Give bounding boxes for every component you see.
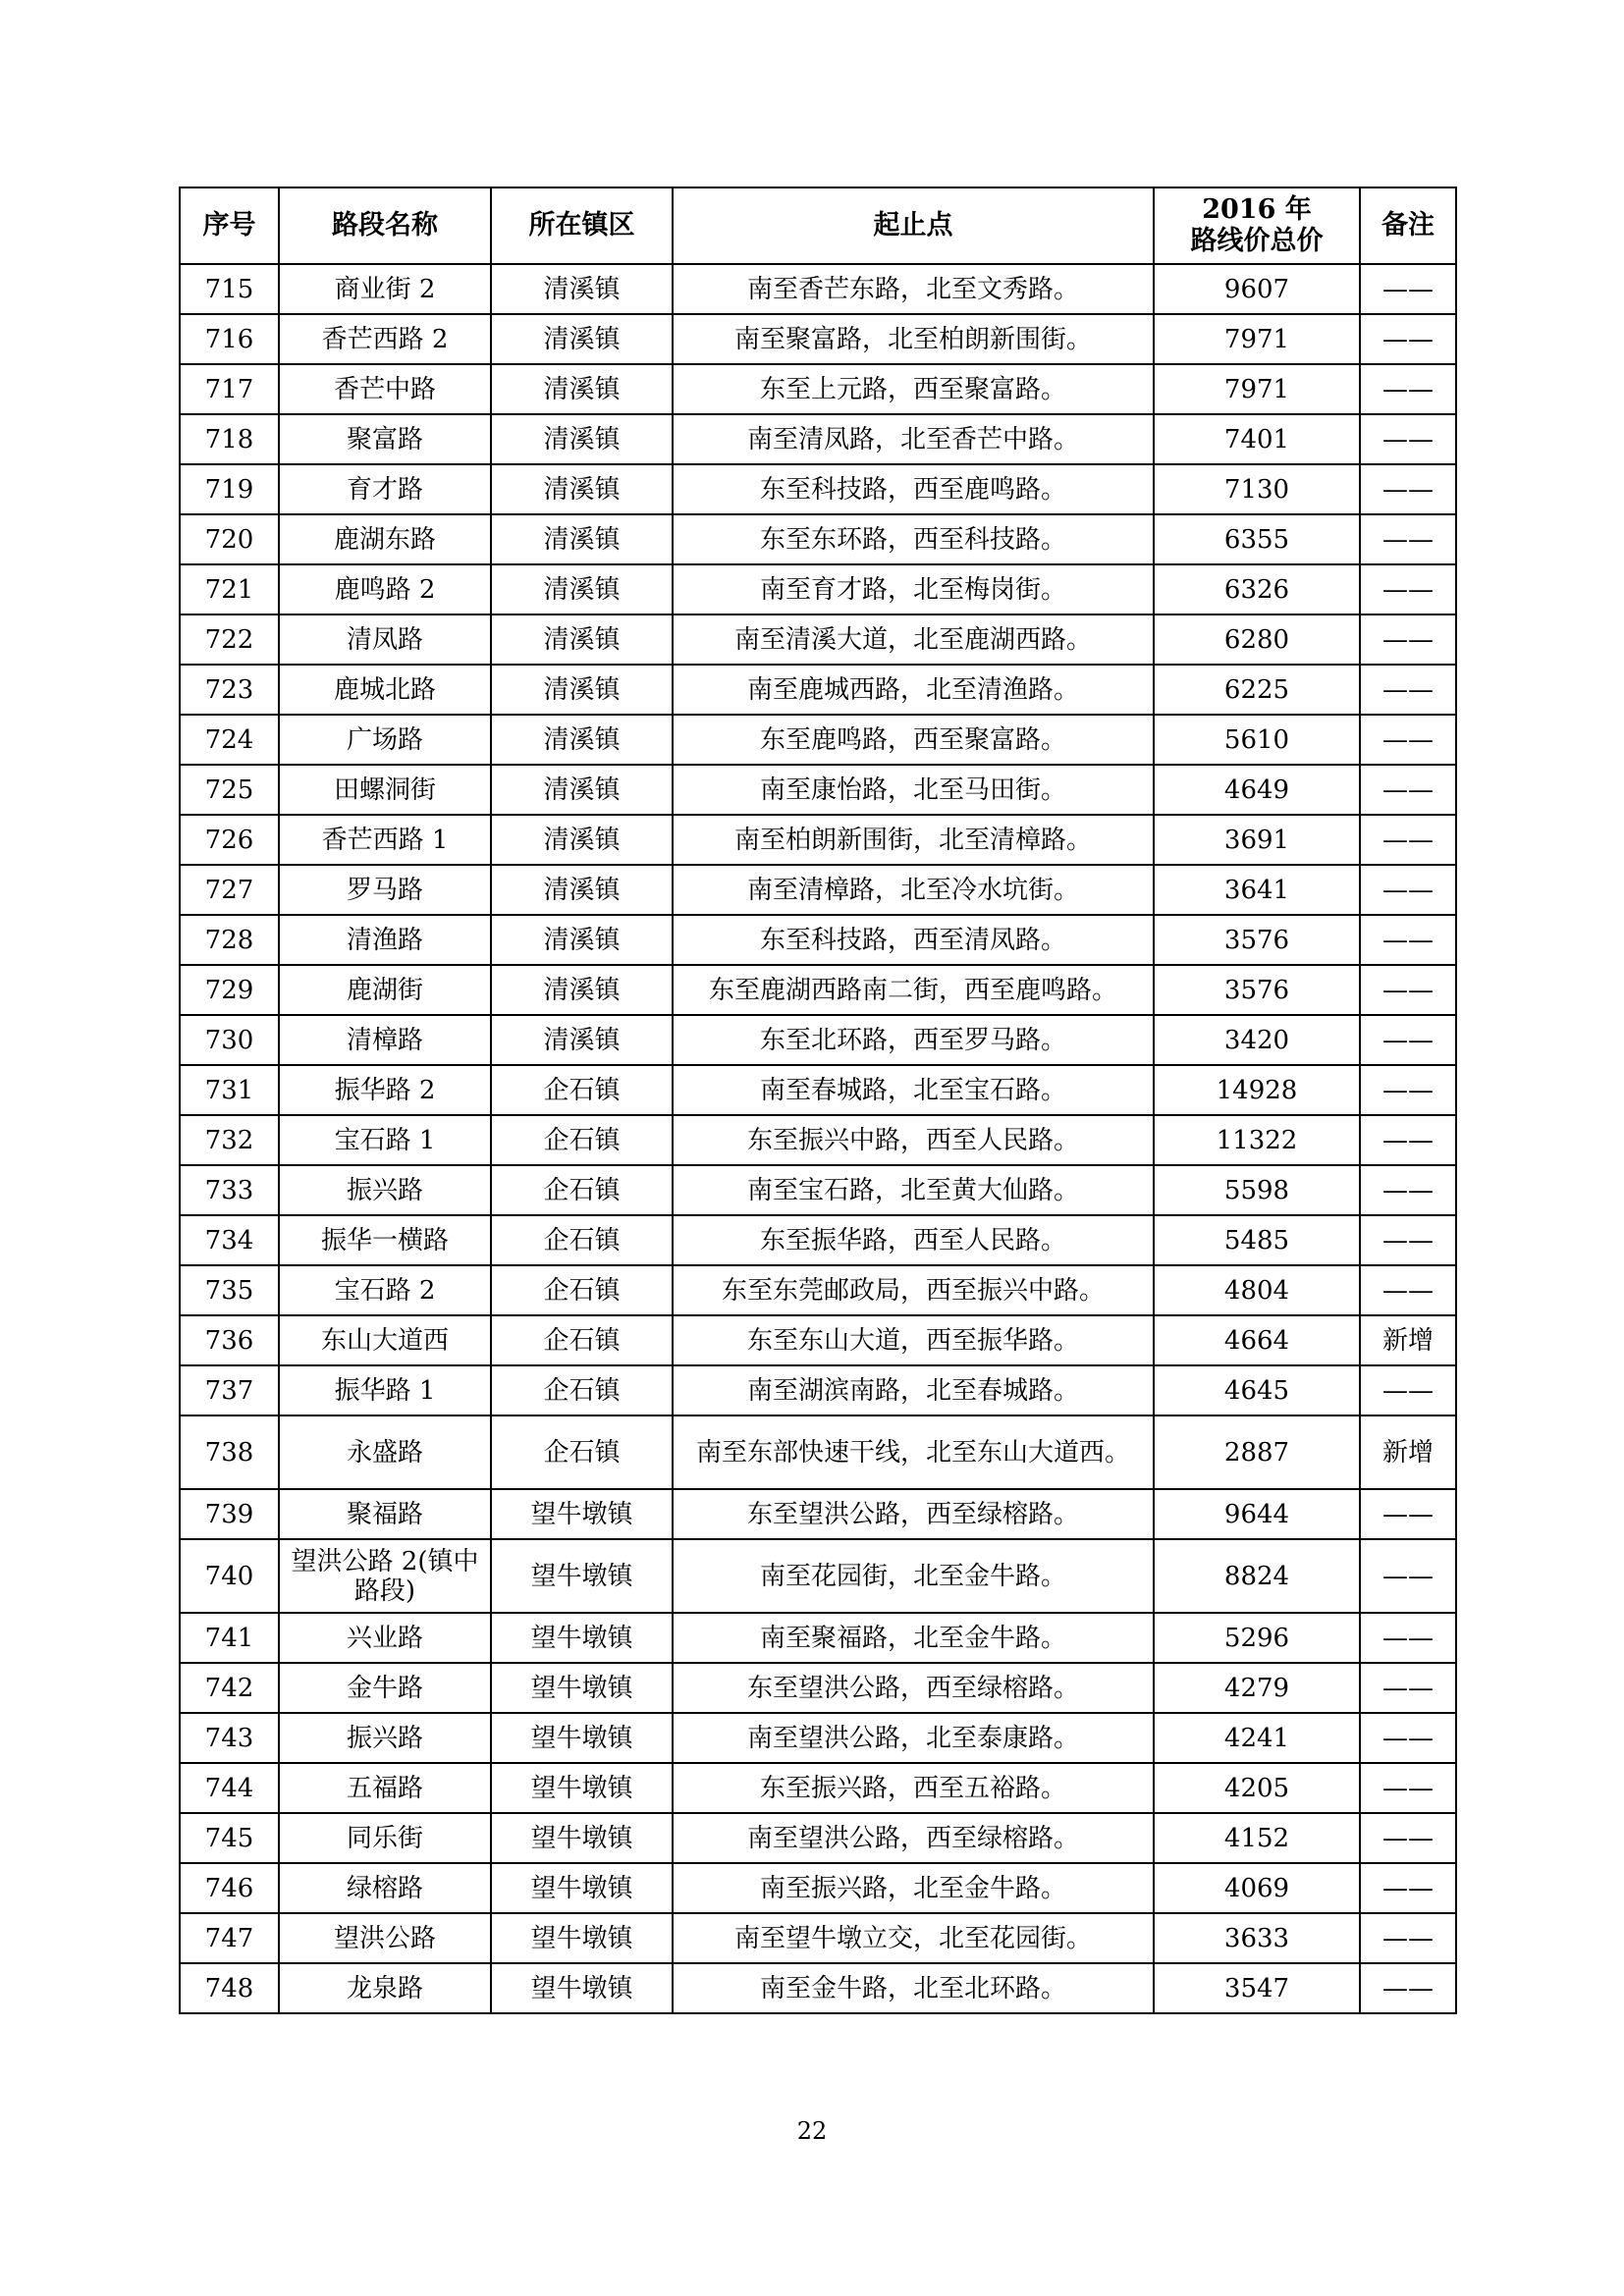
cell-start-end: 南至清溪大道，北至鹿湖西路。 <box>673 614 1154 665</box>
cell-note: —— <box>1360 1365 1456 1415</box>
cell-road-name: 香芒西路 1 <box>279 815 491 865</box>
page-number: 22 <box>796 2117 828 2145</box>
cell-price: 4664 <box>1154 1315 1360 1365</box>
cell-town: 企石镇 <box>491 1415 673 1489</box>
cell-start-end: 南至湖滨南路，北至春城路。 <box>673 1365 1154 1415</box>
cell-price: 2887 <box>1154 1415 1360 1489</box>
cell-town: 企石镇 <box>491 1115 673 1165</box>
table-row <box>180 1115 1456 1165</box>
cell-price: 4649 <box>1154 765 1360 815</box>
cell-town: 清溪镇 <box>491 614 673 665</box>
cell-road-name: 香芒西路 2 <box>279 314 491 364</box>
cell-road-name: 振华一横路 <box>279 1215 491 1265</box>
cell-price: 3691 <box>1154 815 1360 865</box>
cell-seq: 719 <box>180 464 279 514</box>
table-row <box>180 1065 1456 1115</box>
cell-road-name: 广场路 <box>279 715 491 765</box>
cell-start-end: 南至望洪公路，北至泰康路。 <box>673 1713 1154 1763</box>
cell-start-end: 南至振兴路，北至金牛路。 <box>673 1863 1154 1913</box>
cell-start-end: 东至望洪公路，西至绿榕路。 <box>673 1663 1154 1713</box>
cell-note: —— <box>1360 1065 1456 1115</box>
cell-start-end: 东至望洪公路，西至绿榕路。 <box>673 1489 1154 1539</box>
cell-town: 企石镇 <box>491 1265 673 1315</box>
cell-road-name: 鹿湖东路 <box>279 514 491 564</box>
cell-seq: 748 <box>180 1963 279 2013</box>
cell-seq: 742 <box>180 1663 279 1713</box>
cell-price: 7971 <box>1154 314 1360 364</box>
cell-note: —— <box>1360 815 1456 865</box>
cell-seq: 720 <box>180 514 279 564</box>
cell-town: 清溪镇 <box>491 414 673 464</box>
cell-price: 3633 <box>1154 1913 1360 1963</box>
cell-seq: 724 <box>180 715 279 765</box>
cell-seq: 737 <box>180 1365 279 1415</box>
cell-start-end: 东至北环路，西至罗马路。 <box>673 1015 1154 1065</box>
cell-note: —— <box>1360 1015 1456 1065</box>
cell-price: 3576 <box>1154 965 1360 1015</box>
table-row <box>180 765 1456 815</box>
cell-start-end: 东至上元路，西至聚富路。 <box>673 364 1154 414</box>
cell-start-end: 南至康怡路，北至马田街。 <box>673 765 1154 815</box>
cell-price: 7401 <box>1154 414 1360 464</box>
cell-note: —— <box>1360 264 1456 314</box>
cell-road-name: 振华路 2 <box>279 1065 491 1115</box>
cell-seq: 730 <box>180 1015 279 1065</box>
table-header-row <box>180 187 1456 264</box>
cell-town: 清溪镇 <box>491 1015 673 1065</box>
cell-seq: 731 <box>180 1065 279 1115</box>
cell-price: 4279 <box>1154 1663 1360 1713</box>
cell-price: 14928 <box>1154 1065 1360 1115</box>
cell-town: 清溪镇 <box>491 314 673 364</box>
table-row <box>180 1539 1456 1613</box>
cell-note: 新增 <box>1360 1315 1456 1365</box>
table-row <box>180 815 1456 865</box>
cell-start-end: 南至鹿城西路，北至清渔路。 <box>673 665 1154 715</box>
table-row <box>180 965 1456 1015</box>
header-road-name: 路段名称 <box>279 187 491 264</box>
cell-seq: 732 <box>180 1115 279 1165</box>
cell-note: —— <box>1360 1115 1456 1165</box>
cell-note: —— <box>1360 1863 1456 1913</box>
cell-road-name: 兴业路 <box>279 1613 491 1663</box>
cell-note: —— <box>1360 1763 1456 1813</box>
cell-price: 6225 <box>1154 665 1360 715</box>
cell-town: 望牛墩镇 <box>491 1663 673 1713</box>
cell-seq: 736 <box>180 1315 279 1365</box>
cell-road-name: 鹿鸣路 2 <box>279 564 491 614</box>
cell-price: 6326 <box>1154 564 1360 614</box>
cell-price: 3420 <box>1154 1015 1360 1065</box>
cell-start-end: 南至东部快速干线，北至东山大道西。 <box>673 1415 1154 1489</box>
cell-note: —— <box>1360 1165 1456 1215</box>
cell-price: 9644 <box>1154 1489 1360 1539</box>
cell-seq: 718 <box>180 414 279 464</box>
cell-note: —— <box>1360 1265 1456 1315</box>
header-price-label: 路线价总价 <box>1190 226 1324 256</box>
header-seq: 序号 <box>180 187 279 264</box>
cell-seq: 723 <box>180 665 279 715</box>
cell-note: —— <box>1360 1713 1456 1763</box>
cell-town: 望牛墩镇 <box>491 1539 673 1613</box>
table-row <box>180 1489 1456 1539</box>
table-row <box>180 1663 1456 1713</box>
cell-town: 清溪镇 <box>491 464 673 514</box>
cell-town: 清溪镇 <box>491 865 673 915</box>
cell-town: 清溪镇 <box>491 965 673 1015</box>
cell-price: 3641 <box>1154 865 1360 915</box>
cell-seq: 740 <box>180 1539 279 1613</box>
cell-price: 3547 <box>1154 1963 1360 2013</box>
table-row <box>180 1963 1456 2013</box>
cell-town: 企石镇 <box>491 1065 673 1115</box>
cell-town: 望牛墩镇 <box>491 1863 673 1913</box>
cell-road-name: 永盛路 <box>279 1415 491 1489</box>
cell-seq: 743 <box>180 1713 279 1763</box>
cell-price: 5610 <box>1154 715 1360 765</box>
cell-start-end: 东至鹿湖西路南二街，西至鹿鸣路。 <box>673 965 1154 1015</box>
table-row <box>180 1613 1456 1663</box>
cell-road-name: 罗马路 <box>279 865 491 915</box>
table-row <box>180 414 1456 464</box>
cell-price: 11322 <box>1154 1115 1360 1165</box>
cell-start-end: 南至望牛墩立交，北至花园街。 <box>673 1913 1154 1963</box>
cell-road-name: 望洪公路 <box>279 1913 491 1963</box>
cell-road-name: 宝石路 1 <box>279 1115 491 1165</box>
table-row <box>180 564 1456 614</box>
cell-seq: 744 <box>180 1763 279 1813</box>
cell-price: 7971 <box>1154 364 1360 414</box>
cell-seq: 727 <box>180 865 279 915</box>
cell-town: 望牛墩镇 <box>491 1489 673 1539</box>
cell-note: —— <box>1360 314 1456 364</box>
table-row <box>180 314 1456 364</box>
cell-town: 望牛墩镇 <box>491 1813 673 1863</box>
cell-note: —— <box>1360 1539 1456 1613</box>
cell-start-end: 东至振华路，西至人民路。 <box>673 1215 1154 1265</box>
cell-price: 5296 <box>1154 1613 1360 1663</box>
cell-price: 4804 <box>1154 1265 1360 1315</box>
cell-note: —— <box>1360 614 1456 665</box>
cell-note: —— <box>1360 1613 1456 1663</box>
cell-note: —— <box>1360 364 1456 414</box>
cell-start-end: 南至香芒东路，北至文秀路。 <box>673 264 1154 314</box>
table-row <box>180 364 1456 414</box>
header-price <box>1154 187 1360 264</box>
cell-note: —— <box>1360 1963 1456 2013</box>
cell-road-name: 振兴路 <box>279 1165 491 1215</box>
cell-town: 清溪镇 <box>491 665 673 715</box>
table-row <box>180 1315 1456 1365</box>
table-row <box>180 1713 1456 1763</box>
cell-road-name: 振华路 1 <box>279 1365 491 1415</box>
cell-note: 新增 <box>1360 1415 1456 1489</box>
cell-seq: 745 <box>180 1813 279 1863</box>
cell-seq: 722 <box>180 614 279 665</box>
cell-note: —— <box>1360 765 1456 815</box>
cell-road-name: 振兴路 <box>279 1713 491 1763</box>
cell-road-name: 清凤路 <box>279 614 491 665</box>
table-row <box>180 1763 1456 1813</box>
cell-start-end: 东至科技路，西至清凤路。 <box>673 915 1154 965</box>
cell-seq: 721 <box>180 564 279 614</box>
table-row <box>180 1813 1456 1863</box>
cell-price: 4205 <box>1154 1763 1360 1813</box>
cell-note: —— <box>1360 915 1456 965</box>
cell-note: —— <box>1360 1215 1456 1265</box>
cell-seq: 739 <box>180 1489 279 1539</box>
cell-road-name: 五福路 <box>279 1763 491 1813</box>
cell-town: 企石镇 <box>491 1215 673 1265</box>
cell-note: —— <box>1360 665 1456 715</box>
cell-seq: 738 <box>180 1415 279 1489</box>
table-row <box>180 715 1456 765</box>
cell-town: 清溪镇 <box>491 715 673 765</box>
cell-start-end: 南至育才路，北至梅岗街。 <box>673 564 1154 614</box>
cell-note: —— <box>1360 1813 1456 1863</box>
cell-price: 5485 <box>1154 1215 1360 1265</box>
cell-town: 清溪镇 <box>491 514 673 564</box>
cell-start-end: 东至振兴路，西至五裕路。 <box>673 1763 1154 1813</box>
cell-town: 望牛墩镇 <box>491 1913 673 1963</box>
cell-price: 4645 <box>1154 1365 1360 1415</box>
cell-note: —— <box>1360 1489 1456 1539</box>
cell-town: 清溪镇 <box>491 364 673 414</box>
cell-price: 6280 <box>1154 614 1360 665</box>
cell-seq: 746 <box>180 1863 279 1913</box>
table-row <box>180 614 1456 665</box>
table-row <box>180 1215 1456 1265</box>
cell-note: —— <box>1360 414 1456 464</box>
cell-town: 清溪镇 <box>491 564 673 614</box>
cell-start-end: 南至花园街，北至金牛路。 <box>673 1539 1154 1613</box>
cell-seq: 728 <box>180 915 279 965</box>
cell-start-end: 南至金牛路，北至北环路。 <box>673 1963 1154 2013</box>
cell-town: 企石镇 <box>491 1315 673 1365</box>
cell-road-name: 聚福路 <box>279 1489 491 1539</box>
cell-road-name: 清樟路 <box>279 1015 491 1065</box>
cell-start-end: 南至聚福路，北至金牛路。 <box>673 1613 1154 1663</box>
cell-note: —— <box>1360 464 1456 514</box>
cell-note: —— <box>1360 1663 1456 1713</box>
cell-price: 3576 <box>1154 915 1360 965</box>
cell-start-end: 东至东莞邮政局，西至振兴中路。 <box>673 1265 1154 1315</box>
cell-start-end: 南至柏朗新围街，北至清樟路。 <box>673 815 1154 865</box>
cell-note: —— <box>1360 514 1456 564</box>
cell-town: 望牛墩镇 <box>491 1763 673 1813</box>
header-note: 备注 <box>1360 187 1456 264</box>
cell-town: 望牛墩镇 <box>491 1613 673 1663</box>
cell-town: 望牛墩镇 <box>491 1963 673 2013</box>
cell-start-end: 南至宝石路，北至黄大仙路。 <box>673 1165 1154 1215</box>
cell-seq: 729 <box>180 965 279 1015</box>
cell-road-name: 香芒中路 <box>279 364 491 414</box>
cell-seq: 725 <box>180 765 279 815</box>
header-town: 所在镇区 <box>491 187 673 264</box>
cell-seq: 716 <box>180 314 279 364</box>
table-body <box>180 264 1456 2013</box>
cell-note: —— <box>1360 965 1456 1015</box>
table-row <box>180 1863 1456 1913</box>
cell-road-name: 育才路 <box>279 464 491 514</box>
cell-road-name: 商业街 2 <box>279 264 491 314</box>
cell-road-name: 东山大道西 <box>279 1315 491 1365</box>
cell-road-name: 金牛路 <box>279 1663 491 1713</box>
cell-start-end: 南至清凤路，北至香芒中路。 <box>673 414 1154 464</box>
table-row <box>180 665 1456 715</box>
table-row <box>180 464 1456 514</box>
cell-start-end: 南至春城路，北至宝石路。 <box>673 1065 1154 1115</box>
cell-start-end: 东至东山大道，西至振华路。 <box>673 1315 1154 1365</box>
cell-price: 5598 <box>1154 1165 1360 1215</box>
header-price-year: 2016 年 <box>1202 194 1312 225</box>
cell-start-end: 南至望洪公路，西至绿榕路。 <box>673 1813 1154 1863</box>
cell-note: —— <box>1360 715 1456 765</box>
cell-start-end: 东至科技路，西至鹿鸣路。 <box>673 464 1154 514</box>
table-row <box>180 1265 1456 1315</box>
cell-town: 清溪镇 <box>491 815 673 865</box>
cell-town: 企石镇 <box>491 1165 673 1215</box>
cell-start-end: 南至聚富路，北至柏朗新围街。 <box>673 314 1154 364</box>
cell-note: —— <box>1360 865 1456 915</box>
cell-town: 清溪镇 <box>491 915 673 965</box>
cell-start-end: 东至振兴中路，西至人民路。 <box>673 1115 1154 1165</box>
cell-road-name: 鹿湖街 <box>279 965 491 1015</box>
cell-price: 8824 <box>1154 1539 1360 1613</box>
cell-seq: 741 <box>180 1613 279 1663</box>
cell-road-name: 绿榕路 <box>279 1863 491 1913</box>
cell-seq: 747 <box>180 1913 279 1963</box>
cell-road-name: 田螺洞街 <box>279 765 491 815</box>
cell-start-end: 东至鹿鸣路，西至聚富路。 <box>673 715 1154 765</box>
cell-town: 望牛墩镇 <box>491 1713 673 1763</box>
cell-seq: 734 <box>180 1215 279 1265</box>
cell-price: 4069 <box>1154 1863 1360 1913</box>
table-row <box>180 1165 1456 1215</box>
table-row <box>180 514 1456 564</box>
cell-price: 7130 <box>1154 464 1360 514</box>
table-row <box>180 1415 1456 1489</box>
table-row <box>180 1015 1456 1065</box>
cell-town: 清溪镇 <box>491 765 673 815</box>
cell-road-name: 同乐街 <box>279 1813 491 1863</box>
cell-seq: 733 <box>180 1165 279 1215</box>
cell-road-name: 清渔路 <box>279 915 491 965</box>
cell-price: 4152 <box>1154 1813 1360 1863</box>
cell-road-name: 宝石路 2 <box>279 1265 491 1315</box>
table-row <box>180 865 1456 915</box>
table-row <box>180 1913 1456 1963</box>
table-row <box>180 1365 1456 1415</box>
cell-road-name: 鹿城北路 <box>279 665 491 715</box>
cell-seq: 735 <box>180 1265 279 1315</box>
road-price-table <box>179 187 1457 2014</box>
header-start-end: 起止点 <box>673 187 1154 264</box>
table-row <box>180 264 1456 314</box>
cell-road-name: 聚富路 <box>279 414 491 464</box>
cell-seq: 715 <box>180 264 279 314</box>
table-row <box>180 915 1456 965</box>
cell-seq: 726 <box>180 815 279 865</box>
cell-road-name: 龙泉路 <box>279 1963 491 2013</box>
cell-price: 6355 <box>1154 514 1360 564</box>
cell-road-name: 望洪公路 2(镇中路段) <box>279 1539 491 1613</box>
cell-note: —— <box>1360 564 1456 614</box>
cell-town: 企石镇 <box>491 1365 673 1415</box>
cell-seq: 717 <box>180 364 279 414</box>
cell-note: —— <box>1360 1913 1456 1963</box>
cell-price: 9607 <box>1154 264 1360 314</box>
cell-start-end: 东至东环路，西至科技路。 <box>673 514 1154 564</box>
cell-price: 4241 <box>1154 1713 1360 1763</box>
cell-town: 清溪镇 <box>491 264 673 314</box>
cell-start-end: 南至清樟路，北至冷水坑街。 <box>673 865 1154 915</box>
